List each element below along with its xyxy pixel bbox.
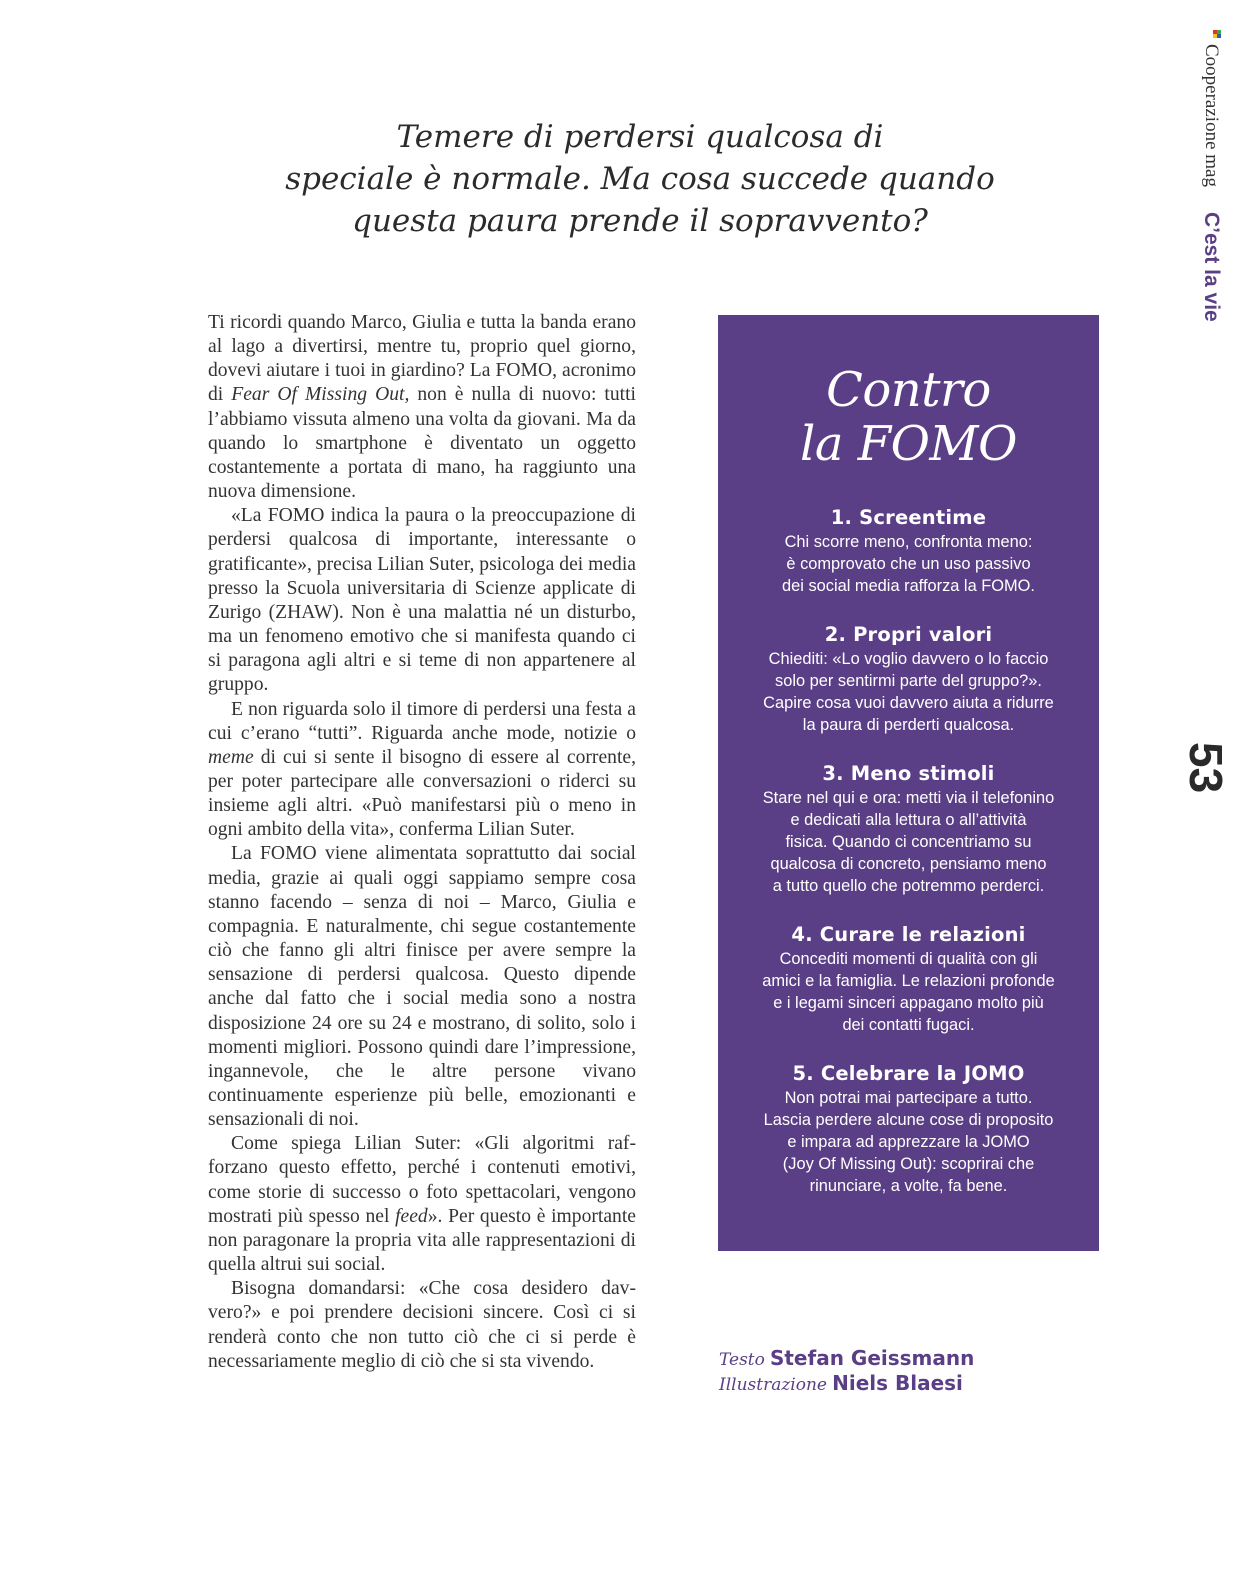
tip-1 bbox=[718, 505, 1099, 597]
tip-line: (Joy Of Missing Out): scoprirai che bbox=[782, 1155, 1035, 1173]
tip-line: qualcosa di concreto, pensiamo meno bbox=[770, 855, 1047, 873]
running-header bbox=[1199, 44, 1223, 322]
article-emphasis: meme bbox=[208, 746, 254, 768]
tip-line: Non potrai mai partecipare a tutto. bbox=[784, 1089, 1033, 1107]
article-paragraph-3 bbox=[208, 698, 636, 843]
tip-line: è comprovato che un uso passivo bbox=[786, 555, 1031, 573]
article-body bbox=[208, 311, 636, 1374]
tip-line: solo per sentirmi parte del gruppo?». bbox=[775, 672, 1042, 690]
lead-line-2: speciale è normale. Ma cosa succede quando bbox=[285, 161, 995, 197]
lead-line-3: questa paura prende il sopravvento? bbox=[352, 203, 928, 239]
color-mark-blue bbox=[1217, 34, 1221, 38]
tip-3 bbox=[718, 761, 1099, 897]
article-paragraph-1 bbox=[208, 311, 636, 504]
tip-line: a tutto quello che potremmo perderci. bbox=[772, 877, 1045, 895]
tip-heading: 3. Meno stimoli bbox=[822, 762, 995, 785]
lead-paragraph bbox=[240, 116, 1040, 242]
tip-line: dei contatti fugaci. bbox=[842, 1016, 975, 1034]
sidebar-box bbox=[718, 315, 1099, 1251]
article-paragraph-6: Bisogna domandarsi: «Che cosa desidero davvero?» e poi prendere decisioni sincere. Così ci si renderà conto che non tutto ciò che ci si perde è necessariamente meglio di ciò che si sta vivendo. bbox=[208, 1278, 636, 1372]
tip-line: e impara ad apprezzare la JOMO bbox=[787, 1133, 1030, 1151]
article-emphasis: feed bbox=[395, 1205, 428, 1227]
tip-heading: 2. Propri valori bbox=[824, 623, 993, 646]
tip-5 bbox=[718, 1061, 1099, 1197]
tip-line: Lascia perdere alcune cose di proposito bbox=[763, 1111, 1054, 1129]
tip-text bbox=[718, 648, 1099, 736]
article-paragraph-2: «La FOMO indica la paura o la preoccupazione di perdersi qualcosa di importante, interessante o gratificante», precisa Lilian Suter, psicologa dei media presso la Scuola universitaria di Scienze applicate di Zurigo (ZHAW). Non è una malattia né un disturbo, ma un fenomeno emotivo che si manifesta quando ci si paragona agli altri e si teme di non appartenere al gruppo. bbox=[208, 505, 636, 696]
credit-role: Testo bbox=[719, 1350, 765, 1370]
credits bbox=[719, 1346, 974, 1396]
article-emphasis: Fear Of Missing Out, bbox=[231, 384, 410, 406]
tip-line: Capire cosa vuoi davvero aiuta a ridurre bbox=[763, 694, 1054, 712]
tip-line: Stare nel qui e ora: metti via il telefonino bbox=[762, 789, 1055, 807]
sidebar-title bbox=[718, 363, 1099, 471]
tip-line: Chiediti: «Lo voglio davvero o lo faccio bbox=[768, 650, 1049, 668]
magazine-name: Cooperazione mag bbox=[1201, 44, 1222, 187]
credit-role: Illustrazione bbox=[719, 1375, 827, 1395]
section-name: C’est la vie bbox=[1200, 212, 1223, 322]
tip-text bbox=[718, 787, 1099, 897]
tip-text bbox=[718, 531, 1099, 597]
article-paragraph-5 bbox=[208, 1132, 636, 1277]
illustrator-name: Niels Blaesi bbox=[832, 1371, 963, 1395]
author-name: Stefan Geissmann bbox=[769, 1346, 975, 1370]
tip-line: rinunciare, a volte, fa bene. bbox=[809, 1177, 1008, 1195]
sidebar-title-line-1: Contro bbox=[826, 362, 991, 418]
tip-line: amici e la famiglia. Le relazioni profonde bbox=[762, 972, 1055, 990]
tip-heading: 1. Screentime bbox=[830, 506, 987, 529]
tip-text bbox=[718, 1087, 1099, 1197]
tip-4 bbox=[718, 922, 1099, 1036]
article-text: Come spiega Lilian Suter: «Gli algoritmi rafforzano questo effetto, perché i contenuti emotivi, come storie di successo o foto spettacolari, vengono mostrati più spesso nel bbox=[208, 1133, 636, 1227]
article-text: E non riguarda solo il timore di perdersi una festa a cui c’erano “tutti”. Riguarda anche mode, notizie o bbox=[208, 698, 636, 744]
article-text: Ti ricordi quando Marco, Giulia e tutta la banda erano al lago a divertirsi, mentre tu, proprio quel giorno, dovevi aiutare i tuoi in giardino? La FOMO, acronimo di bbox=[208, 312, 636, 406]
article-text: non è nulla di nuovo: tutti l’abbiamo vissuta almeno una volta da giovani. Ma da quando lo smartphone è diventato un oggetto costantemente a portata di mano, ha raggiunto una nuova dimensione. bbox=[208, 384, 636, 503]
tip-2 bbox=[718, 622, 1099, 736]
tip-line: Concediti momenti di qualità con gli bbox=[779, 950, 1038, 968]
tip-heading: 4. Curare le relazioni bbox=[791, 923, 1026, 946]
tip-line: dei social media rafforza la FOMO. bbox=[782, 577, 1035, 595]
page-number: 53 bbox=[1180, 742, 1232, 794]
tip-line: e i legami sinceri appagano molto più bbox=[773, 994, 1044, 1012]
tip-text bbox=[718, 948, 1099, 1036]
article-paragraph-4: La FOMO viene alimentata soprattutto dai social media, grazie ai quali oggi sappiamo sempre cosa stanno facendo – senza di noi – Marco, Giulia e compagnia. E naturalmente, chi segue costantemente ciò che fanno gli altri finisce per avere sempre la sensazione di perdersi qualcosa. Questo dipende anche dal fatto che i social media sono a nostra disposizione 24 ore su 24 e mostrano, di solito, solo i momenti migliori. Possono quindi dare l’impressione, ingannevole, che le altre persone vivano continuamente esperienze più belle, emozionanti e sensazionali di noi. bbox=[208, 843, 636, 1131]
brand-color-mark bbox=[1213, 30, 1221, 38]
credit-illustration bbox=[719, 1371, 974, 1396]
tip-line: e dedicati alla lettura o all’attività bbox=[790, 811, 1027, 829]
article-text: di cui si sente il bisogno di essere al corrente, per poter partecipare alle conversazioni o riderci su insieme agli altri. «Può manifestarsi più o meno in ogni ambito della vita», conferma Lilian Suter. bbox=[208, 746, 636, 841]
lead-line-1: Temere di perdersi qualcosa di bbox=[396, 119, 884, 155]
tip-line: la paura di perderti qualcosa. bbox=[802, 716, 1015, 734]
tip-line: fisica. Quando ci concentriamo su bbox=[785, 833, 1032, 851]
tip-line: Chi scorre meno, confronta meno: bbox=[784, 533, 1033, 551]
article-text: ». Per questo è importante non paragonare la propria vita alle rappresentazioni di quella altrui sui social. bbox=[208, 1205, 636, 1276]
sidebar-title-line-2: la FOMO bbox=[800, 416, 1017, 472]
credit-text bbox=[719, 1346, 974, 1371]
tip-heading: 5. Celebrare la JOMO bbox=[792, 1062, 1025, 1085]
